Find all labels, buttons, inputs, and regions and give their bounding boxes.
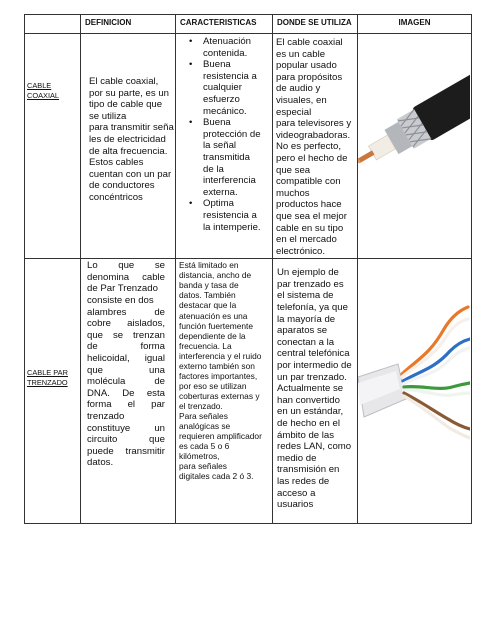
text-line: por eso se utilizan [179, 380, 247, 391]
text-line: para propósitos [276, 71, 343, 83]
text-line: • Atenuación [203, 36, 252, 47]
label-line: CABLE [27, 81, 52, 90]
text-line: transmisión en [277, 464, 340, 476]
word: una [148, 364, 165, 376]
word: de [154, 376, 165, 388]
text-line: han convertido [277, 394, 340, 406]
text-line: Está limitado en [179, 260, 239, 271]
word: aislados, [127, 318, 165, 330]
image-cell-par-trenzado [358, 259, 472, 524]
text-line: externo también son [179, 360, 255, 371]
text-line: el trenzado. [179, 400, 223, 411]
text-line: la intemperie. [203, 221, 261, 233]
text-line: requieren amplificador [179, 431, 262, 442]
text-line [87, 295, 165, 307]
text-line: para televisores y [276, 118, 352, 130]
caracteristicas-list [179, 36, 269, 233]
text-line: distancia, ancho de [179, 270, 252, 281]
word: consiste en dos [87, 295, 154, 307]
caracteristicas-par-trenzado [176, 259, 273, 524]
twisted-pair-cable-image [358, 259, 470, 518]
text-line: acceso a [277, 487, 316, 499]
word: transmitir [125, 445, 165, 457]
text-line: El cable coaxial, [89, 76, 159, 87]
text-line: cualquier [203, 82, 242, 94]
text-line: la mayoría de [277, 313, 336, 325]
word: el [127, 399, 136, 411]
text-line [87, 457, 165, 469]
text-line: en el mercado [276, 234, 337, 246]
caracteristicas-coaxial [176, 34, 273, 259]
word: DNA. [87, 387, 110, 399]
text-line: ámbito de las [277, 429, 335, 441]
text-line: en un estándar, [277, 406, 344, 418]
label-line: TRENZADO [27, 378, 68, 388]
header-empty [25, 15, 81, 34]
text-line [87, 272, 165, 284]
coaxial-cable-image [358, 34, 470, 248]
text-line: redes LAN, como [277, 441, 352, 453]
uso-coaxial [273, 34, 358, 259]
text-line: visuales, en [276, 94, 327, 106]
text-line [87, 376, 165, 388]
text-line: Estos cables [89, 157, 144, 169]
caracteristica-item [179, 36, 269, 59]
text-line: de conductores [89, 180, 155, 192]
text-line: por su parte, es un [89, 87, 169, 99]
word: de [154, 306, 165, 318]
text-line: • Optima [203, 198, 234, 210]
text-line: aparatos se [277, 325, 328, 337]
row-cable-coaxial [25, 34, 472, 259]
text-line: telefonía, ya que [277, 302, 348, 314]
text-line [87, 260, 165, 272]
text-line: conectan a la [277, 336, 335, 348]
word: constituye [87, 422, 131, 434]
word: datos. [87, 457, 114, 469]
header-row [25, 15, 472, 34]
text-line: kilómetros, [179, 451, 220, 462]
text-line: banda y tasa de [179, 280, 239, 291]
text-line: les de electricidad [89, 133, 166, 145]
text-line [87, 434, 165, 446]
text-line: digitales cada 2 ó 3. [179, 471, 254, 482]
text-line: Un ejemplo de [277, 267, 339, 279]
text-line: destacar que la [179, 300, 237, 311]
text-line: videograbadoras. [276, 129, 351, 141]
header-imagen: IMAGEN [358, 15, 472, 34]
text-line: contenida. [203, 47, 248, 59]
text-line: central telefónica [277, 348, 350, 360]
word: trenzan [133, 329, 165, 341]
word: cobre [87, 318, 111, 330]
text-line: productos hace [276, 199, 342, 211]
word: cable [142, 271, 165, 283]
header-caracteristicas: CARACTERISTICAS [176, 15, 273, 34]
word: forma [140, 341, 165, 353]
text-line: esfuerzo [203, 93, 240, 105]
text-line [87, 318, 165, 330]
text-line: interferencia [203, 175, 256, 187]
text-line: usuarios [277, 499, 314, 511]
caracteristica-item [179, 198, 269, 233]
word: helicoidal, [87, 353, 130, 365]
word: de Par Trenzado [87, 283, 158, 295]
uso-par-trenzado [273, 259, 358, 524]
text-line: concéntricos [89, 191, 143, 203]
text-line: cuentan con un par [89, 168, 172, 180]
word: igual [144, 353, 165, 365]
word: Lo [87, 260, 98, 272]
text-line: mecánico. [203, 105, 247, 117]
text-line: • Buena [203, 117, 231, 129]
text-line: No es perfecto, [276, 141, 342, 153]
text-line: las redes de [277, 475, 330, 487]
text-line: que sea [276, 164, 311, 176]
word: denomina [87, 271, 130, 283]
text-line: • Buena [203, 59, 231, 71]
word: que [87, 364, 104, 376]
text-line [87, 446, 165, 458]
text-line: interferencia y el ruido [179, 350, 262, 361]
text-line: la señal [203, 140, 237, 152]
text-line [87, 423, 165, 435]
text-line: de hecho en el [277, 418, 340, 429]
text-line: de audio y [276, 83, 321, 95]
definicion-par-trenzado [81, 259, 176, 524]
word: que [148, 434, 165, 446]
row-label-coaxial [25, 34, 81, 259]
caracteristica-item [179, 117, 269, 198]
text-line: par trenzado es [277, 278, 344, 290]
text-line: atenuación es una [179, 310, 248, 321]
text-line: datos. También [179, 290, 236, 301]
text-line: función fuertemente [179, 320, 254, 331]
text-line: compatible con [276, 176, 341, 188]
text-line: de alta frecuencia. [89, 145, 168, 157]
caracteristica-item [179, 59, 269, 117]
word: esta [146, 387, 165, 399]
word: forma [87, 399, 112, 411]
header-donde-se-utiliza: DONDE SE UTILIZA [273, 15, 358, 34]
word: par [151, 399, 165, 411]
text-line: por intermedio de [277, 360, 352, 372]
text-line: tipo de cable que [89, 99, 163, 111]
word: que [87, 329, 104, 341]
word: De [122, 387, 135, 399]
label-line: CABLE PAR [27, 368, 68, 378]
text-line: Para señales [179, 410, 228, 421]
text-line [87, 353, 165, 365]
text-line [87, 388, 165, 400]
text-line: especial [276, 106, 312, 118]
text-line [87, 365, 165, 377]
text-line [87, 341, 165, 353]
text-line: pero el hecho de [276, 152, 348, 164]
text-line: resistencia a [203, 70, 257, 82]
text-line: de la [203, 163, 224, 175]
text-line: dependiente de la [179, 330, 246, 341]
text-line: para transmitir seña [89, 122, 174, 134]
text-line: muchos [276, 187, 310, 199]
header-definicion: DEFINICION [81, 15, 176, 34]
text-line: factores importantes, [179, 370, 258, 381]
cable-comparison-table [24, 14, 472, 524]
text-line: resistencia a [203, 209, 257, 221]
text-line: medio de [277, 452, 317, 464]
image-cell-coaxial [358, 34, 472, 259]
text-line: coberturas externas y [179, 390, 260, 401]
definicion-coaxial [81, 34, 176, 259]
text-line: es cada 5 o 6 [179, 441, 230, 452]
word: un [154, 422, 165, 434]
row-label-par-trenzado [25, 259, 81, 524]
text-line: cable en su tipo [276, 222, 344, 234]
text-line [87, 283, 165, 295]
row-cable-par-trenzado [25, 259, 472, 524]
text-line: un par trenzado. [277, 371, 347, 383]
word: que [118, 260, 135, 272]
text-line: popular usado [276, 60, 337, 72]
text-line: el sistema de [277, 290, 334, 302]
text-line: El cable coaxial [276, 37, 343, 48]
text-line: se utiliza [89, 110, 127, 122]
word: alambres [87, 306, 127, 318]
text-line: protección de [203, 128, 261, 140]
text-line: externa. [203, 186, 238, 198]
text-line: transmitida [203, 151, 250, 163]
text-line [87, 330, 165, 342]
label-line: COAXIAL [27, 91, 60, 100]
text-line [87, 307, 165, 319]
word: molécula [87, 376, 126, 388]
text-line: Actualmente se [277, 383, 344, 395]
word: puede [87, 445, 114, 457]
text-line [87, 411, 165, 423]
text-line: analógicas se [179, 421, 231, 432]
text-line: que sea el mejor [276, 210, 347, 222]
word: de [87, 341, 98, 353]
word: se [112, 329, 124, 341]
word: se [154, 260, 165, 272]
word: circuito [87, 434, 118, 446]
word: trenzado [87, 411, 125, 422]
text-line: para señales [179, 461, 227, 472]
text-line: frecuencia. La [179, 340, 232, 351]
text-line [87, 399, 165, 411]
text-line: es un cable [276, 48, 326, 60]
text-line: electrónico. [276, 245, 326, 257]
